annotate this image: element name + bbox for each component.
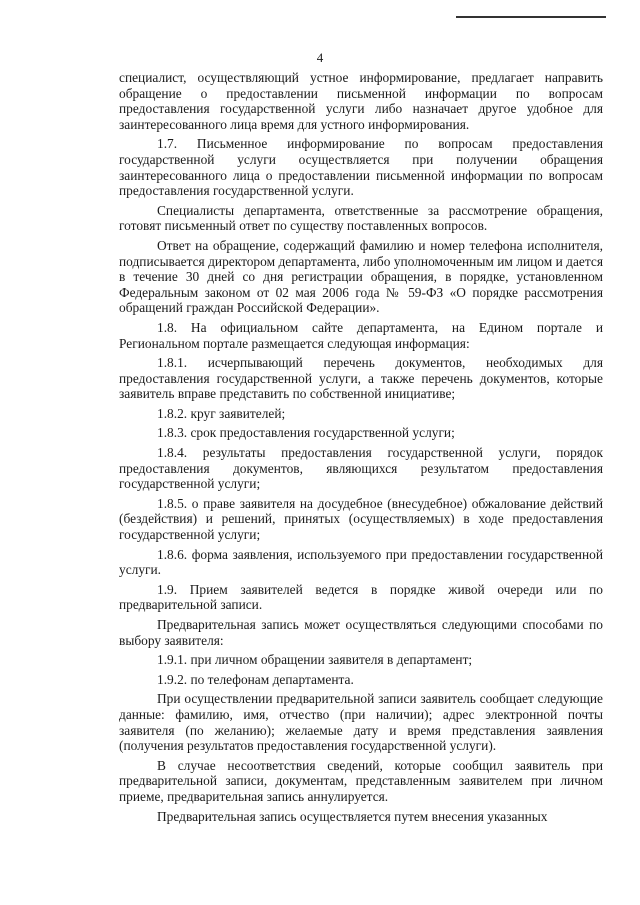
header-rule — [456, 16, 606, 18]
page-number: 4 — [316, 50, 324, 65]
list-item: 1.8.5. о праве заявителя на досудебное (внесудебное) обжалование действий (бездействия) и решений, принятых (осуществляемых) в ходе предоставления государственной услуги; — [119, 495, 603, 543]
paragraph: В случае несоответствия сведений, которые сообщил заявитель при предварительной записи, документам, представленным заявителем при личном приеме, предварительная запись аннулируется. — [119, 757, 603, 804]
list-item: 1.8.1. исчерпывающий перечень документов, необходимых для предоставления государственной услуги, а также перечень документов, которые заявитель вправе представить по собственной инициативе; — [119, 355, 603, 402]
document-body — [119, 70, 603, 824]
paragraph: Предварительная запись может осуществляться следующими способами по выбору заявителя: — [119, 617, 603, 648]
list-item: 1.8.2. круг заявителей; — [157, 405, 286, 421]
list-item: 1.9.1. при личном обращении заявителя в департамент; — [157, 652, 473, 668]
paragraph: 1.8. На официальном сайте департамента, на Едином портале и Региональном портале размещается следующая информация: — [119, 319, 603, 351]
paragraph: специалист, осуществляющий устное информирование, предлагает направить обращение о предоставлении письменной информации по вопросам предоставления государственной услуги либо назначает другое удобное для заинтересованного лица время для устного информирования. — [119, 70, 603, 132]
paragraph: Специалисты департамента, ответственные за рассмотрение обращения, готовят письменный ответ по существу поставленных вопросов. — [119, 202, 603, 234]
list-item: 1.8.4. результаты предоставления государственной услуги, порядок предоставления документов, являющихся результатом предоставления государственной услуги; — [119, 445, 603, 492]
paragraph: Ответ на обращение, содержащий фамилию и номер телефона исполнителя, подписывается директором департамента, либо уполномоченным им лицом и дается в течение 30 дней со дня регистрации обращения, в порядке, установленном Федеральным законом от 02 мая 2006 года № 59-ФЗ «О порядке рассмотрения обращений граждан Российской Федерации». — [119, 237, 603, 316]
paragraph: При осуществлении предварительной записи заявитель сообщает следующие данные: фамилию, имя, отчество (при наличии); адрес электронной почты заявителя (по желанию); желаемые дату и время представления заявления (получения результатов предоставления государственной услуги). — [119, 691, 603, 754]
paragraph: 1.7. Письменное информирование по вопросам предоставления государственной услуги осуществляется при получении обращения заинтересованного лица о предоставлении письменной информации по вопросам предоставления государственной услуги. — [119, 136, 603, 199]
paragraph: 1.9. Прием заявителей ведется в порядке живой очереди или по предварительной записи. — [119, 581, 603, 613]
list-item: 1.8.3. срок предоставления государственной услуги; — [157, 425, 455, 441]
paragraph: Предварительная запись осуществляется путем внесения указанных — [157, 808, 548, 824]
list-item: 1.9.2. по телефонам департамента. — [157, 671, 354, 687]
list-item: 1.8.6. форма заявления, используемого при предоставлении государственной услуги. — [119, 546, 603, 578]
